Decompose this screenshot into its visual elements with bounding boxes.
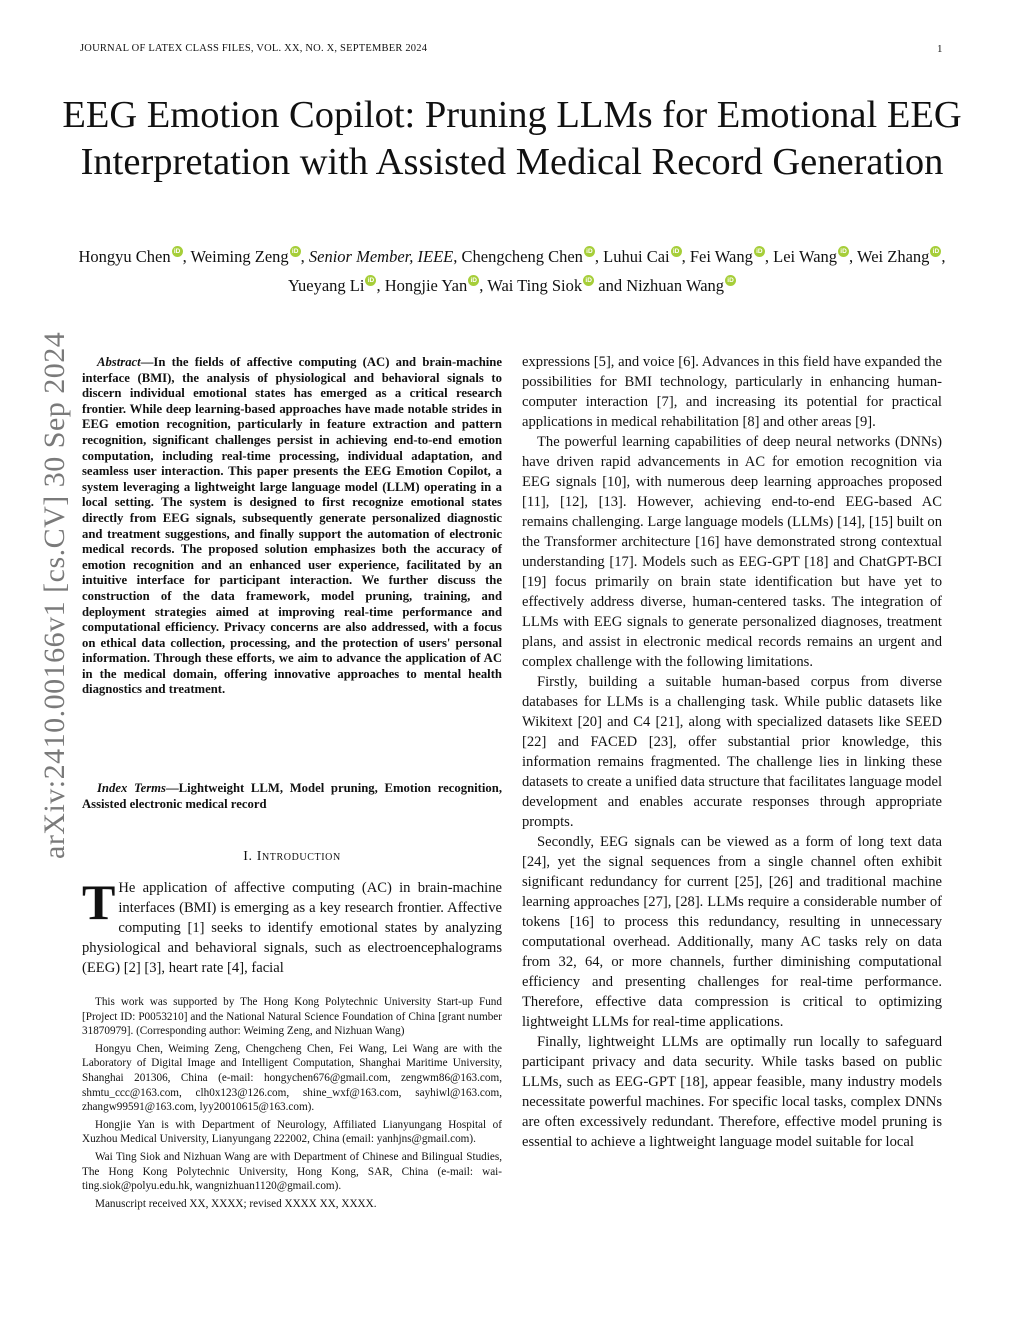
abstract-text: —In the fields of affective computing (AC) and brain-machine interface (BMI), the analysis of physiological and behavioral signals to discern individual emotional states has emerged as a critical research frontier. While deep learning-based approaches have made notable strides in EEG emotion recognition, particularly in feature extraction and pattern recognition, significant challenges persist in achieving end-to-end emotion computation, including real-time processing, individual adaptation, and seamless user interaction. This paper presents the EEG Emotion Copilot, a system leveraging a lightweight large language model (LLM) operating in a local setting. The system is designed to first recognize emotional states directly from EEG signals, subsequently generate personalized diagnostic and treatment suggestions, and finally support the automation of electronic medical records. The proposed solution emphasizes both the accuracy of emotion recognition and an enhanced user experience, facilitated by an intuitive interface for participant interaction. We further discuss the construction of the data framework, model pruning, training, and deployment strategies aimed at improving real-time performance and computational efficiency. Privacy concerns are also addressed, with a focus on ethical data collection, processing, and the protection of users' personal information. Through these efforts, we aim to advance the application of AC in the medical domain, offering innovative approaches to mental health diagnostics and treatment.	[82, 355, 502, 697]
orcid-icon[interactable]: iD	[365, 275, 376, 286]
index-terms	[82, 781, 502, 812]
orcid-icon[interactable]: iD	[838, 246, 849, 257]
author: Wei Zhang	[856, 247, 930, 266]
footnote: Wai Ting Siok and Nizhuan Wang are with Department of Chinese and Bilingual Studies, The Hong Kong Polytechnic University, Hong Kong, SAR, China (e-mail: wai-ting.siok@polyu.edu.hk, wangnizhuan1120@gmail.com).	[82, 1150, 502, 1193]
orcid-icon[interactable]: iD	[468, 275, 479, 286]
author: Weiming Zeng	[190, 247, 289, 266]
orcid-icon[interactable]: iD	[583, 275, 594, 286]
section-title: Introduction	[256, 849, 341, 864]
author-list: Hongyu Chen iD , Weiming Zeng iD , Senior Member, IEEE, Chengcheng Chen iD , Luhui Cai iD , Fei Wang iD , Lei Wang iD , Wei Zhang iD , Yueyang Li iD , Hongjie Yan iD , Wai Ting Siok iD and Nizhuan Wang iD	[78, 247, 946, 295]
intro-paragraph	[82, 874, 502, 978]
orcid-icon[interactable]: iD	[584, 246, 595, 257]
index-terms-text: —Lightweight LLM, Model pruning, Emotion recognition, Assisted electronic medical record	[82, 781, 502, 811]
footnote: Hongyu Chen, Weiming Zeng, Chengcheng Chen, Fei Wang, Lei Wang are with the Laboratory of Digital Image and Intelligent Computation, Shanghai Maritime University, Shanghai 201306, China (e-mail: hongychen676@gmail.com, zengwm86@163.com, shmtu_ccc@163.com, clh0x123@126.com, shine_wxf@163.com, sayhiwl@163.com, zhangw99591@163.com, lyy20010615@163.com).	[82, 1042, 502, 1114]
drop-cap: T	[82, 874, 116, 930]
orcid-icon[interactable]: iD	[930, 246, 941, 257]
section-heading	[82, 849, 502, 865]
body-paragraph: The powerful learning capabilities of deep neural networks (DNNs) have driven rapid advancements in AC for emotion recognition via EEG signals [10], with numerous deep learning approaches proposed [11], [12], [13]. However, achieving end-to-end EEG-based AC remains challenging. Large language models (LLMs) [14], [15] built on the Transformer architecture [16] have demonstrated strong contextual understanding [17]. Models such as EEG-GPT [18] and ChatGPT-BCI [19] focus primarily on brain state identification but have yet to effectively address diverse, human-centered tasks. The integration of LLMs with EEG signals to generate personalized diagnoses, treatment plans, and assist in electronic medical records remains an urgent and complex challenge with the following limitations.	[522, 434, 942, 670]
footnotes	[82, 995, 502, 1214]
orcid-icon[interactable]: iD	[290, 246, 301, 257]
index-terms-label: Index Terms	[97, 781, 166, 795]
body-paragraph: Secondly, EEG signals can be viewed as a form of long text data [24], yet the signal sequences from a single channel often exhibit significant redundancy for current [25], [26] and traditional machine learning approaches [27], [28]. LLMs require a considerable number of tokens [16] to process this redundancy, resulting in unnecessary computational overhead. Additionally, many AC tasks rely on data from 32, 64, or more channels, further diminishing computational efficiency and presenting challenges for real-time performance. Therefore, effective data compression is critical to optimizing lightweight LLMs for real-time applications.	[522, 834, 942, 1030]
right-column	[522, 352, 942, 1152]
orcid-icon[interactable]: iD	[671, 246, 682, 257]
intro-text: He application of affective computing (AC) in brain-machine interfaces (BMI) is emerging as a key research frontier. Affective computing [1] seeks to identify emotional states by analyzing physiological and behavioral signals, such as electroencephalograms (EEG) [2] [3], heart rate [4], facial	[82, 880, 502, 976]
author: Lei Wang	[773, 247, 838, 266]
body-paragraph: expressions [5], and voice [6]. Advances in this field have expanded the possibilities for BMI technology, particularly in enhancing human-computer interaction [7], and increasing its potential for practical applications in medical rehabilitation [8] and other areas [9].	[522, 354, 942, 430]
paper-title: EEG Emotion Copilot: Pruning LLMs for Emotional EEG Interpretation with Assisted Medical Record Generation	[62, 94, 962, 183]
arxiv-watermark: arXiv:2410.00166v1 [cs.CV] 30 Sep 2024	[38, 331, 71, 859]
author: Nizhuan Wang	[626, 276, 725, 295]
author-membership: Senior Member, IEEE	[308, 247, 454, 266]
page-number: 1	[937, 43, 943, 55]
orcid-icon[interactable]: iD	[725, 275, 736, 286]
author: Hongjie Yan	[384, 276, 468, 295]
author: Luhui Cai	[603, 247, 670, 266]
author: Hongyu Chen	[78, 247, 171, 266]
body-paragraph: Firstly, building a suitable human-based corpus from diverse databases for LLMs is a challenging task. While public datasets like Wikitext [20] and C4 [21], along with specialized datasets like SEED [22] and FACED [23], offer substantial prior knowledge, this information remains fragmented. The challenge lies in linking these datasets to create a unified data structure that facilitates language model development and enables accurate responses through appropriate prompts.	[522, 674, 942, 830]
abstract	[82, 355, 502, 698]
footnote: Hongjie Yan is with Department of Neurology, Affiliated Lianyungang Hospital of Xuzhou Medical University, Lianyungang 222002, China (email: yanhjns@gmail.com).	[82, 1118, 502, 1146]
author: Fei Wang	[689, 247, 753, 266]
abstract-label: Abstract	[97, 355, 141, 369]
footnote: Manuscript received XX, XXXX; revised XXXX XX, XXXX.	[95, 1197, 377, 1210]
author: Wai Ting Siok	[487, 276, 583, 295]
running-header: JOURNAL OF LATEX CLASS FILES, VOL. XX, NO. X, SEPTEMBER 2024	[80, 43, 428, 54]
section-number: I.	[243, 849, 253, 864]
orcid-icon[interactable]: iD	[172, 246, 183, 257]
orcid-icon[interactable]: iD	[754, 246, 765, 257]
author: Yueyang Li	[287, 276, 365, 295]
footnote: This work was supported by The Hong Kong Polytechnic University Start-up Fund [Project ID: P0053210] and the National Natural Science Foundation of China [grant number 31870979]. (Corresponding author: Weiming Zeng, and Nizhuan Wang)	[82, 996, 502, 1038]
author-conjunction: and	[598, 276, 623, 295]
body-paragraph: Finally, lightweight LLMs are optimally run locally to safeguard participant privacy and data security. While tasks based on public LLMs, such as EEG-GPT [18], appear feasible, many industry models necessitate powerful machines. For specific local tasks, complex DNNs are often excessively redundant. Therefore, effective model pruning is essential to achieve a lightweight language model suitable for local	[522, 1034, 942, 1150]
author: Chengcheng Chen	[461, 247, 583, 266]
